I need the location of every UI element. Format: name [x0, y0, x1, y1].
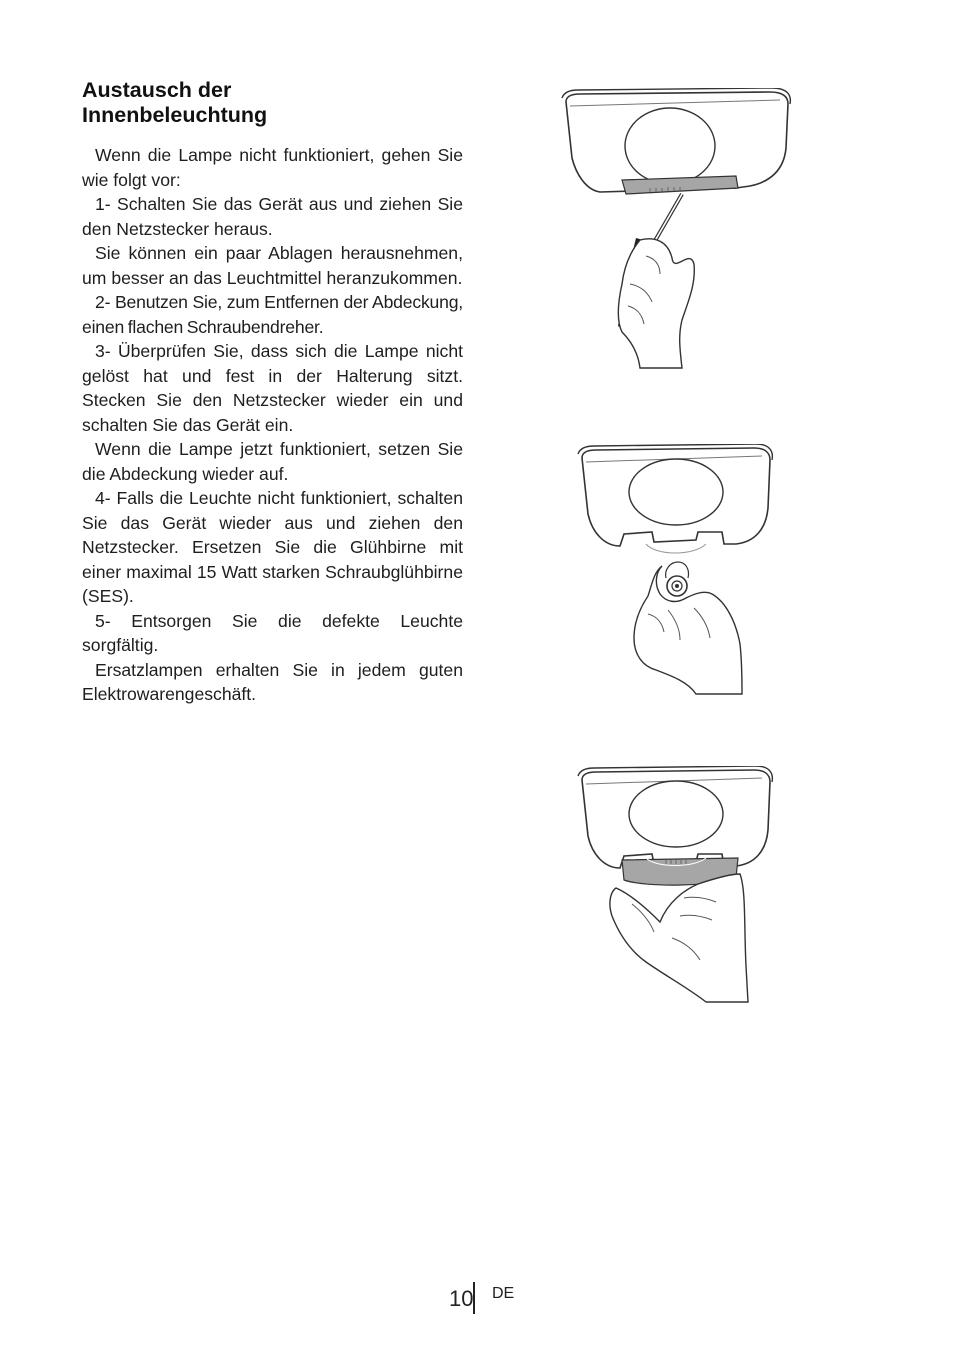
paragraph-replacement-lamps: Ersatzlampen erhalten Sie in jedem guten Elektrowarengeschäft.: [82, 659, 463, 704]
language-code: DE: [492, 1285, 515, 1302]
screwdriver-removing-cover-illustration: [560, 88, 796, 372]
figure-step-3-cover: [576, 766, 776, 1006]
page-number: 10: [449, 1286, 474, 1311]
figure-step-1-screwdriver: [560, 88, 796, 372]
figure-step-2-bulb: [576, 444, 776, 696]
hand-refitting-cover-illustration: [576, 766, 776, 1006]
heading-line-2: Innenbeleuchtung: [82, 103, 268, 127]
paragraph-step-1: 1- Schalten Sie das Gerät aus und ziehen Sie den Netzstecker heraus.: [82, 194, 463, 239]
paragraph-intro: Wenn die Lampe nicht funktioniert, gehen Sie wie folgt vor:: [82, 145, 463, 190]
heading-line-1: Austausch der: [82, 78, 232, 102]
footer-divider: [473, 1282, 475, 1314]
paragraph-lamp-works: Wenn die Lampe jetzt funktioniert, setzen Sie die Abdeckung wieder auf.: [82, 439, 463, 484]
section-heading: [82, 78, 442, 128]
instructions-body: [82, 143, 463, 707]
paragraph-step-4: 4- Falls die Leuchte nicht funktioniert, schalten Sie das Gerät wieder aus und ziehen den Netzstecker. Ersetzen Sie die Glühbirne mit einer maximal 15 Watt starken Schraubglühbirne (SES).: [82, 488, 463, 606]
paragraph-step-3: 3- Überprüfen Sie, dass sich die Lampe nicht gelöst hat und fest in der Halterung sitzt. Stecken Sie den Netzstecker wieder ein und schalten Sie das Gerät ein.: [82, 341, 463, 435]
hand-replacing-bulb-illustration: [576, 444, 776, 696]
paragraph-shelves-note: Sie können ein paar Ablagen herausnehmen, um besser an das Leuchtmittel heranzukommen.: [82, 243, 463, 288]
paragraph-step-5: 5- Entsorgen Sie die defekte Leuchte sorgfältig.: [82, 610, 463, 655]
paragraph-step-2: 2- Benutzen Sie, zum Entfernen der Abdeckung, einen flachen Schraubendreher.: [82, 292, 463, 337]
